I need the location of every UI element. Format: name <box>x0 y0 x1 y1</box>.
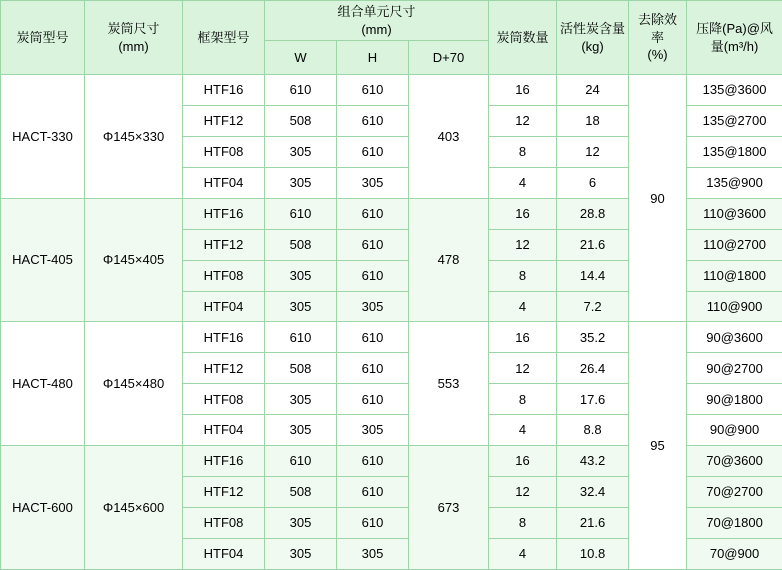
cell-width: 610 <box>265 446 337 477</box>
cell-pressure-drop: 70@1800 <box>687 508 782 539</box>
cell-depth: 403 <box>409 75 489 199</box>
cell-frame-model: HTF08 <box>183 384 265 415</box>
cell-frame-model: HTF12 <box>183 353 265 384</box>
header-group-unit-size-unit: (mm) <box>361 21 392 37</box>
cell-carbon-content: 32.4 <box>557 477 629 508</box>
cell-carbon-content: 28.8 <box>557 198 629 229</box>
cell-frame-model: HTF08 <box>183 260 265 291</box>
cell-canister-model: HACT-600 <box>1 446 85 570</box>
cell-pressure-drop: 110@1800 <box>687 260 782 291</box>
cell-canister-count: 8 <box>489 384 557 415</box>
cell-width: 508 <box>265 477 337 508</box>
table-header <box>1 1 782 75</box>
cell-canister-count: 8 <box>489 136 557 167</box>
cell-frame-model: HTF04 <box>183 415 265 446</box>
header-canister-size-unit: (mm) <box>118 38 149 54</box>
header-carbon-content-unit: (kg) <box>581 38 604 54</box>
cell-canister-count: 8 <box>489 260 557 291</box>
header-depth: D+70 <box>409 41 489 75</box>
header-group-unit-size <box>265 1 489 41</box>
cell-pressure-drop: 110@2700 <box>687 229 782 260</box>
cell-frame-model: HTF16 <box>183 198 265 229</box>
cell-removal-efficiency: 90 <box>629 75 687 322</box>
cell-pressure-drop: 135@900 <box>687 167 782 198</box>
cell-height: 610 <box>337 106 409 137</box>
cell-frame-model: HTF08 <box>183 136 265 167</box>
cell-carbon-content: 10.8 <box>557 538 629 569</box>
table-row <box>1 322 782 353</box>
cell-frame-model: HTF12 <box>183 229 265 260</box>
cell-width: 305 <box>265 384 337 415</box>
header-carbon-content-label: 活性炭含量 <box>560 21 626 36</box>
table-row <box>1 75 782 106</box>
cell-carbon-content: 18 <box>557 106 629 137</box>
cell-carbon-content: 7.2 <box>557 291 629 322</box>
header-canister-count: 炭筒数量 <box>489 1 557 75</box>
cell-width: 610 <box>265 322 337 353</box>
header-pressure-drop: 压降(Pa)@风量(m³/h) <box>687 1 782 75</box>
cell-carbon-content: 43.2 <box>557 446 629 477</box>
cell-canister-count: 16 <box>489 446 557 477</box>
cell-carbon-content: 21.6 <box>557 229 629 260</box>
header-height: H <box>337 41 409 75</box>
cell-canister-size: Φ145×330 <box>85 75 183 199</box>
header-row-top <box>1 1 782 41</box>
cell-depth: 478 <box>409 198 489 322</box>
cell-width: 305 <box>265 260 337 291</box>
cell-canister-model: HACT-330 <box>1 75 85 199</box>
cell-frame-model: HTF04 <box>183 291 265 322</box>
cell-width: 508 <box>265 229 337 260</box>
table-body <box>1 75 782 570</box>
cell-canister-count: 12 <box>489 229 557 260</box>
cell-height: 305 <box>337 415 409 446</box>
cell-frame-model: HTF04 <box>183 538 265 569</box>
cell-pressure-drop: 90@900 <box>687 415 782 446</box>
cell-pressure-drop: 110@3600 <box>687 198 782 229</box>
header-canister-size <box>85 1 183 75</box>
cell-canister-model: HACT-405 <box>1 198 85 322</box>
header-frame-model: 框架型号 <box>183 1 265 75</box>
cell-canister-count: 4 <box>489 167 557 198</box>
cell-canister-size: Φ145×600 <box>85 446 183 570</box>
cell-width: 305 <box>265 291 337 322</box>
cell-canister-size: Φ145×480 <box>85 322 183 446</box>
cell-height: 610 <box>337 508 409 539</box>
header-carbon-content <box>557 1 629 75</box>
cell-height: 305 <box>337 538 409 569</box>
cell-frame-model: HTF08 <box>183 508 265 539</box>
cell-width: 305 <box>265 136 337 167</box>
cell-height: 610 <box>337 260 409 291</box>
cell-pressure-drop: 90@2700 <box>687 353 782 384</box>
cell-canister-model: HACT-480 <box>1 322 85 446</box>
cell-frame-model: HTF16 <box>183 75 265 106</box>
cell-height: 610 <box>337 198 409 229</box>
cell-width: 305 <box>265 508 337 539</box>
cell-canister-count: 16 <box>489 198 557 229</box>
cell-carbon-content: 26.4 <box>557 353 629 384</box>
cell-carbon-content: 24 <box>557 75 629 106</box>
cell-canister-count: 8 <box>489 508 557 539</box>
cell-pressure-drop: 135@2700 <box>687 106 782 137</box>
cell-pressure-drop: 135@1800 <box>687 136 782 167</box>
cell-height: 610 <box>337 353 409 384</box>
cell-pressure-drop: 135@3600 <box>687 75 782 106</box>
cell-frame-model: HTF04 <box>183 167 265 198</box>
cell-pressure-drop: 110@900 <box>687 291 782 322</box>
cell-height: 610 <box>337 446 409 477</box>
cell-width: 508 <box>265 353 337 384</box>
header-model: 炭筒型号 <box>1 1 85 75</box>
cell-canister-count: 12 <box>489 353 557 384</box>
cell-canister-count: 16 <box>489 322 557 353</box>
cell-canister-count: 4 <box>489 538 557 569</box>
cell-carbon-content: 35.2 <box>557 322 629 353</box>
cell-frame-model: HTF16 <box>183 322 265 353</box>
header-removal-efficiency-label: 去除效率 <box>638 12 678 45</box>
header-removal-efficiency-unit: (%) <box>647 47 668 63</box>
cell-canister-count: 4 <box>489 415 557 446</box>
cell-height: 610 <box>337 384 409 415</box>
cell-width: 305 <box>265 167 337 198</box>
cell-pressure-drop: 90@1800 <box>687 384 782 415</box>
cell-canister-size: Φ145×405 <box>85 198 183 322</box>
cell-carbon-content: 12 <box>557 136 629 167</box>
cell-depth: 673 <box>409 446 489 570</box>
cell-canister-count: 12 <box>489 477 557 508</box>
cell-height: 610 <box>337 75 409 106</box>
cell-frame-model: HTF12 <box>183 477 265 508</box>
cell-frame-model: HTF16 <box>183 446 265 477</box>
cell-canister-count: 16 <box>489 75 557 106</box>
header-width: W <box>265 41 337 75</box>
cell-carbon-content: 21.6 <box>557 508 629 539</box>
cell-pressure-drop: 70@900 <box>687 538 782 569</box>
header-group-unit-size-label: 组合单元尺寸 <box>337 4 416 19</box>
cell-height: 610 <box>337 136 409 167</box>
cell-carbon-content: 14.4 <box>557 260 629 291</box>
cell-width: 305 <box>265 538 337 569</box>
cell-height: 305 <box>337 167 409 198</box>
cell-height: 610 <box>337 477 409 508</box>
header-removal-efficiency <box>629 1 687 75</box>
header-canister-size-label: 炭筒尺寸 <box>107 21 160 36</box>
cell-canister-count: 4 <box>489 291 557 322</box>
cell-width: 610 <box>265 198 337 229</box>
cell-carbon-content: 17.6 <box>557 384 629 415</box>
cell-depth: 553 <box>409 322 489 446</box>
cell-carbon-content: 6 <box>557 167 629 198</box>
cell-carbon-content: 8.8 <box>557 415 629 446</box>
cell-height: 610 <box>337 229 409 260</box>
cell-width: 610 <box>265 75 337 106</box>
cell-pressure-drop: 70@3600 <box>687 446 782 477</box>
cell-width: 305 <box>265 415 337 446</box>
cell-height: 305 <box>337 291 409 322</box>
cell-pressure-drop: 90@3600 <box>687 322 782 353</box>
cell-width: 508 <box>265 106 337 137</box>
cell-canister-count: 12 <box>489 106 557 137</box>
cell-frame-model: HTF12 <box>183 106 265 137</box>
cell-height: 610 <box>337 322 409 353</box>
cell-pressure-drop: 70@2700 <box>687 477 782 508</box>
cell-removal-efficiency: 95 <box>629 322 687 570</box>
